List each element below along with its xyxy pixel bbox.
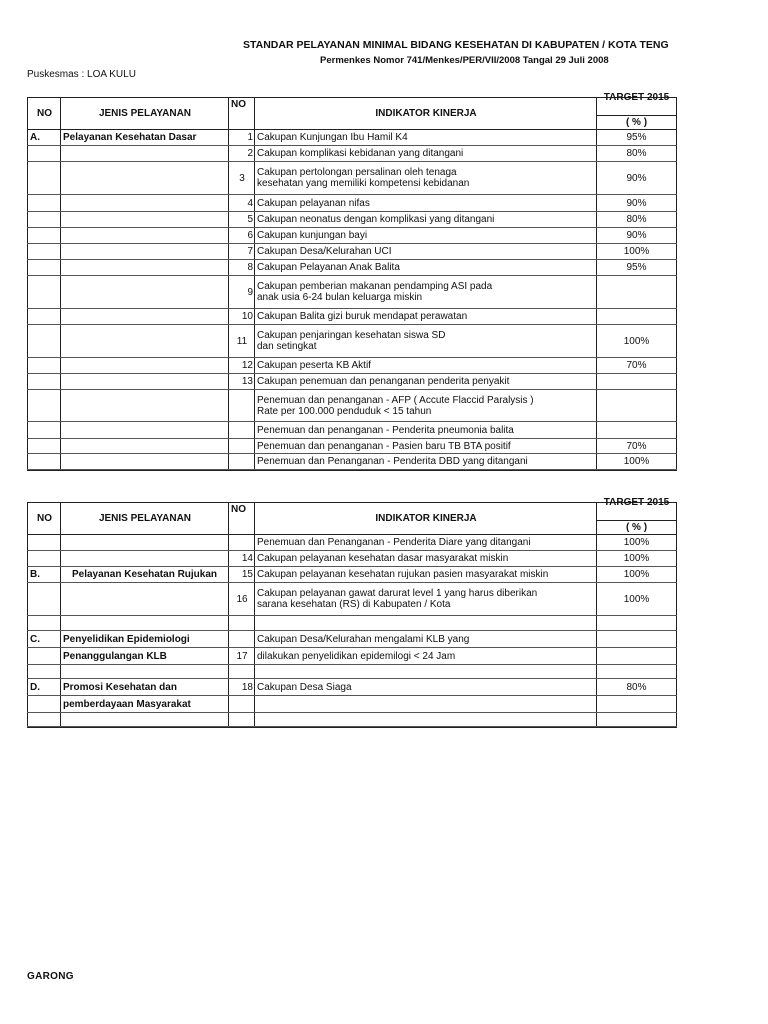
indikator-cell bbox=[254, 374, 596, 389]
jenis-pelayanan-cell: pemberdayaan Masyarakat bbox=[60, 696, 228, 712]
table-row bbox=[27, 195, 677, 212]
target-value bbox=[596, 665, 677, 678]
indikator-text: kesehatan yang memiliki kompetensi kebidanan bbox=[257, 178, 470, 189]
indicator-number bbox=[228, 535, 254, 550]
table-row bbox=[27, 146, 677, 162]
target-value bbox=[596, 309, 677, 324]
indikator-cell bbox=[254, 146, 596, 161]
header-no-indikator: NO bbox=[228, 98, 254, 129]
indicator-number: 7 bbox=[228, 244, 254, 259]
indikator-cell bbox=[254, 260, 596, 275]
indikator-cell bbox=[254, 567, 596, 582]
section-letter bbox=[27, 390, 60, 421]
indikator-cell bbox=[254, 228, 596, 243]
section-letter: B. bbox=[27, 567, 60, 582]
indikator-text: Penemuan dan penanganan - Pasien baru TB BTA positif bbox=[257, 440, 511, 452]
target-value bbox=[596, 616, 677, 630]
section-letter bbox=[27, 665, 60, 678]
table-row bbox=[27, 325, 677, 358]
section-letter bbox=[27, 535, 60, 550]
indicator-number: 8 bbox=[228, 260, 254, 275]
target-value bbox=[596, 631, 677, 647]
indikator-cell bbox=[254, 648, 596, 664]
jenis-pelayanan-cell: Pelayanan Kesehatan Rujukan bbox=[60, 567, 228, 582]
indikator-cell bbox=[254, 422, 596, 438]
indicator-number: 16 bbox=[228, 583, 254, 615]
target-value bbox=[596, 696, 677, 712]
target-value: 95% bbox=[596, 260, 677, 275]
jenis-pelayanan-cell: Penyelidikan Epidemiologi bbox=[60, 631, 228, 647]
jenis-pelayanan-cell bbox=[60, 713, 228, 726]
jenis-pelayanan-cell bbox=[60, 535, 228, 550]
table-row bbox=[27, 422, 677, 439]
section-letter bbox=[27, 696, 60, 712]
indikator-text: Cakupan Pelayanan Anak Balita bbox=[257, 262, 400, 273]
table-row bbox=[27, 713, 677, 727]
document-subtitle: Permenkes Nomor 741/Menkes/PER/VII/2008 Tangal 29 Juli 2008 bbox=[320, 55, 609, 66]
indikator-text: Cakupan kunjungan bayi bbox=[257, 230, 368, 241]
indikator-cell bbox=[254, 390, 596, 421]
indikator-text: Penemuan dan Penanganan - Penderita DBD yang ditangani bbox=[257, 456, 528, 467]
jenis-pelayanan-cell bbox=[60, 244, 228, 259]
section-letter bbox=[27, 583, 60, 615]
indikator-text: Cakupan pelayanan gawat darurat level 1 yang harus diberikan bbox=[257, 588, 538, 599]
jenis-pelayanan-cell bbox=[60, 583, 228, 615]
table-row bbox=[27, 244, 677, 260]
indikator-cell bbox=[254, 130, 596, 145]
table-row bbox=[27, 665, 677, 679]
table-row bbox=[27, 276, 677, 309]
indikator-cell bbox=[254, 551, 596, 566]
indicator-number: 6 bbox=[228, 228, 254, 243]
jenis-pelayanan-cell: Pelayanan Kesehatan Dasar bbox=[60, 130, 228, 145]
indicator-number: 11 bbox=[228, 325, 254, 357]
target-value: 100% bbox=[596, 325, 677, 357]
indikator-text: Penemuan dan penanganan - AFP ( Accute Flaccid Paralysis ) bbox=[257, 394, 534, 406]
section-letter bbox=[27, 422, 60, 438]
jenis-pelayanan-cell bbox=[60, 358, 228, 373]
indikator-cell bbox=[254, 325, 596, 357]
section-letter bbox=[27, 454, 60, 469]
jenis-pelayanan-cell bbox=[60, 665, 228, 678]
indikator-cell bbox=[254, 583, 596, 615]
table-row bbox=[27, 696, 677, 713]
indicator-number: 14 bbox=[228, 551, 254, 566]
section-letter: C. bbox=[27, 631, 60, 647]
target-value: 100% bbox=[596, 551, 677, 566]
table-row bbox=[27, 130, 677, 146]
indicator-number: 18 bbox=[228, 679, 254, 695]
table-row bbox=[27, 631, 677, 648]
jenis-pelayanan-cell bbox=[60, 551, 228, 566]
section-letter bbox=[27, 325, 60, 357]
section-letter bbox=[27, 358, 60, 373]
section-letter bbox=[27, 713, 60, 726]
indikator-cell bbox=[254, 665, 596, 678]
indicator-number: 13 bbox=[228, 374, 254, 389]
indikator-text: Cakupan Desa/Kelurahan UCI bbox=[257, 246, 392, 257]
target-value: 100% bbox=[596, 244, 677, 259]
indikator-text: Cakupan Kunjungan Ibu Hamil K4 bbox=[257, 132, 408, 143]
target-value: 90% bbox=[596, 162, 677, 194]
target-value: 80% bbox=[596, 212, 677, 227]
indicator-number bbox=[228, 696, 254, 712]
table-row bbox=[27, 260, 677, 276]
indikator-text: Cakupan penjaringan kesehatan siswa SD bbox=[257, 330, 446, 341]
section-letter: D. bbox=[27, 679, 60, 695]
indikator-cell bbox=[254, 309, 596, 324]
jenis-pelayanan-cell bbox=[60, 309, 228, 324]
indikator-text: Cakupan Desa Siaga bbox=[257, 681, 352, 693]
indikator-cell bbox=[254, 696, 596, 712]
table-row bbox=[27, 535, 677, 551]
jenis-pelayanan-cell bbox=[60, 439, 228, 453]
indikator-text: Cakupan pertolongan persalinan oleh tenaga bbox=[257, 167, 457, 178]
table-row bbox=[27, 212, 677, 228]
indikator-text: Cakupan Balita gizi buruk mendapat perawatan bbox=[257, 311, 468, 322]
section-letter bbox=[27, 309, 60, 324]
indikator-text: Cakupan pelayanan kesehatan dasar masyarakat miskin bbox=[257, 553, 509, 564]
jenis-pelayanan-cell bbox=[60, 276, 228, 308]
indikator-text: Penemuan dan penanganan - Penderita pneumonia balita bbox=[257, 424, 514, 436]
indikator-text: dan setingkat bbox=[257, 341, 317, 352]
table-row bbox=[27, 567, 677, 583]
target-value bbox=[596, 648, 677, 664]
section-letter bbox=[27, 551, 60, 566]
indikator-cell bbox=[254, 616, 596, 630]
header-percent: ( % ) bbox=[597, 115, 676, 129]
header-percent: ( % ) bbox=[597, 520, 676, 534]
indikator-cell bbox=[254, 631, 596, 647]
indicator-number bbox=[228, 454, 254, 469]
indikator-cell bbox=[254, 679, 596, 695]
indicator-number: 1 bbox=[228, 130, 254, 145]
target-value: 90% bbox=[596, 228, 677, 243]
header-jenis-pelayanan: JENIS PELAYANAN bbox=[60, 98, 229, 129]
indikator-text: anak usia 6-24 bulan keluarga miskin bbox=[257, 292, 423, 303]
jenis-pelayanan-cell bbox=[60, 146, 228, 161]
indikator-text: Cakupan pelayanan kesehatan rujukan pasien masyarakat miskin bbox=[257, 569, 549, 580]
jenis-pelayanan-cell bbox=[60, 162, 228, 194]
table-row bbox=[27, 551, 677, 567]
target-value: 90% bbox=[596, 195, 677, 211]
table-row bbox=[27, 162, 677, 195]
indicator-number: 15 bbox=[228, 567, 254, 582]
target-value: 80% bbox=[596, 146, 677, 161]
jenis-pelayanan-cell: Penanggulangan KLB bbox=[60, 648, 228, 664]
table-row bbox=[27, 616, 677, 631]
table-row bbox=[27, 228, 677, 244]
header-no: NO bbox=[27, 503, 61, 534]
indikator-cell bbox=[254, 358, 596, 373]
jenis-pelayanan-cell bbox=[60, 616, 228, 630]
indicator-number: 17 bbox=[228, 648, 254, 664]
indicator-number bbox=[228, 713, 254, 726]
section-letter bbox=[27, 212, 60, 227]
indicator-number bbox=[228, 631, 254, 647]
table-row bbox=[27, 390, 677, 422]
indikator-text: Rate per 100.000 penduduk < 15 tahun bbox=[257, 405, 432, 417]
spm-table-2 bbox=[27, 497, 677, 728]
target-value: 70% bbox=[596, 358, 677, 373]
target-value: 100% bbox=[596, 583, 677, 615]
target-value: 100% bbox=[596, 567, 677, 582]
document-title: STANDAR PELAYANAN MINIMAL BIDANG KESEHATAN DI KABUPATEN / KOTA TENG bbox=[243, 39, 669, 51]
header-indikator-kinerja: INDIKATOR KINERJA bbox=[254, 503, 597, 534]
jenis-pelayanan-cell bbox=[60, 195, 228, 211]
puskesmas-label: Puskesmas : LOA KULU bbox=[27, 69, 136, 80]
jenis-pelayanan-cell bbox=[60, 374, 228, 389]
indikator-text: Cakupan pelayanan nifas bbox=[257, 197, 370, 209]
section-letter: A. bbox=[27, 130, 60, 145]
indikator-text: sarana kesehatan (RS) di Kabupaten / Kota bbox=[257, 599, 451, 610]
indikator-text: Cakupan komplikasi kebidanan yang ditangani bbox=[257, 148, 464, 159]
target-value: 100% bbox=[596, 535, 677, 550]
section-letter bbox=[27, 260, 60, 275]
indikator-text: Cakupan penemuan dan penanganan penderita penyakit bbox=[257, 376, 510, 387]
footer-label: GARONG bbox=[27, 971, 74, 982]
target-value: 95% bbox=[596, 130, 677, 145]
table-row bbox=[27, 454, 677, 470]
target-value bbox=[596, 390, 677, 421]
indikator-text: Cakupan pemberian makanan pendamping ASI pada bbox=[257, 281, 493, 292]
section-letter bbox=[27, 195, 60, 211]
indikator-cell bbox=[254, 212, 596, 227]
indikator-text: Cakupan Desa/Kelurahan mengalami KLB yang bbox=[257, 633, 470, 645]
table-row bbox=[27, 439, 677, 454]
table-header bbox=[27, 92, 677, 130]
indikator-cell bbox=[254, 535, 596, 550]
jenis-pelayanan-cell bbox=[60, 422, 228, 438]
indikator-cell bbox=[254, 244, 596, 259]
indicator-number: 2 bbox=[228, 146, 254, 161]
indikator-cell bbox=[254, 162, 596, 194]
target-value bbox=[596, 713, 677, 726]
table-body bbox=[27, 130, 677, 471]
indikator-cell bbox=[254, 276, 596, 308]
jenis-pelayanan-cell bbox=[60, 212, 228, 227]
header-target bbox=[596, 92, 677, 129]
header-indikator-kinerja: INDIKATOR KINERJA bbox=[254, 98, 597, 129]
section-letter bbox=[27, 228, 60, 243]
indikator-text: Cakupan neonatus dengan komplikasi yang ditangani bbox=[257, 214, 495, 225]
jenis-pelayanan-cell bbox=[60, 454, 228, 469]
table-header bbox=[27, 497, 677, 535]
indicator-number: 12 bbox=[228, 358, 254, 373]
indicator-number: 4 bbox=[228, 195, 254, 211]
indikator-cell bbox=[254, 454, 596, 469]
table-row bbox=[27, 583, 677, 616]
indikator-text: dilakukan penyelidikan epidemilogi < 24 Jam bbox=[257, 650, 456, 662]
table-row bbox=[27, 648, 677, 665]
section-letter bbox=[27, 648, 60, 664]
table-row bbox=[27, 309, 677, 325]
section-letter bbox=[27, 276, 60, 308]
header-target-label: TARGET 2015 bbox=[603, 497, 670, 508]
section-letter bbox=[27, 616, 60, 630]
target-value: 100% bbox=[596, 454, 677, 469]
jenis-pelayanan-cell bbox=[60, 228, 228, 243]
target-value bbox=[596, 276, 677, 308]
target-value bbox=[596, 374, 677, 389]
indikator-cell bbox=[254, 439, 596, 453]
target-value: 70% bbox=[596, 439, 677, 453]
header-no: NO bbox=[27, 98, 61, 129]
jenis-pelayanan-cell bbox=[60, 390, 228, 421]
jenis-pelayanan-cell bbox=[60, 325, 228, 357]
indicator-number: 9 bbox=[228, 276, 254, 308]
header-target bbox=[596, 497, 677, 534]
section-letter bbox=[27, 439, 60, 453]
indikator-cell bbox=[254, 195, 596, 211]
section-letter bbox=[27, 244, 60, 259]
section-letter bbox=[27, 146, 60, 161]
header-jenis-pelayanan: JENIS PELAYANAN bbox=[60, 503, 229, 534]
section-letter bbox=[27, 162, 60, 194]
table-row bbox=[27, 358, 677, 374]
indicator-number bbox=[228, 422, 254, 438]
section-letter bbox=[27, 374, 60, 389]
table-body bbox=[27, 535, 677, 728]
header-no-indikator: NO bbox=[228, 503, 254, 534]
indikator-text: Cakupan peserta KB Aktif bbox=[257, 360, 371, 371]
indicator-number bbox=[228, 390, 254, 421]
indicator-number bbox=[228, 616, 254, 630]
spm-table-1 bbox=[27, 92, 677, 471]
jenis-pelayanan-cell: Promosi Kesehatan dan bbox=[60, 679, 228, 695]
target-value: 80% bbox=[596, 679, 677, 695]
indicator-number bbox=[228, 439, 254, 453]
indicator-number bbox=[228, 665, 254, 678]
indikator-text: Penemuan dan Penanganan - Penderita Diare yang ditangani bbox=[257, 537, 531, 548]
indicator-number: 3 bbox=[228, 162, 254, 194]
header-target-label: TARGET 2015 bbox=[603, 92, 670, 103]
target-value bbox=[596, 422, 677, 438]
indicator-number: 5 bbox=[228, 212, 254, 227]
indikator-cell bbox=[254, 713, 596, 726]
jenis-pelayanan-cell bbox=[60, 260, 228, 275]
table-row bbox=[27, 679, 677, 696]
indicator-number: 10 bbox=[228, 309, 254, 324]
table-row bbox=[27, 374, 677, 390]
